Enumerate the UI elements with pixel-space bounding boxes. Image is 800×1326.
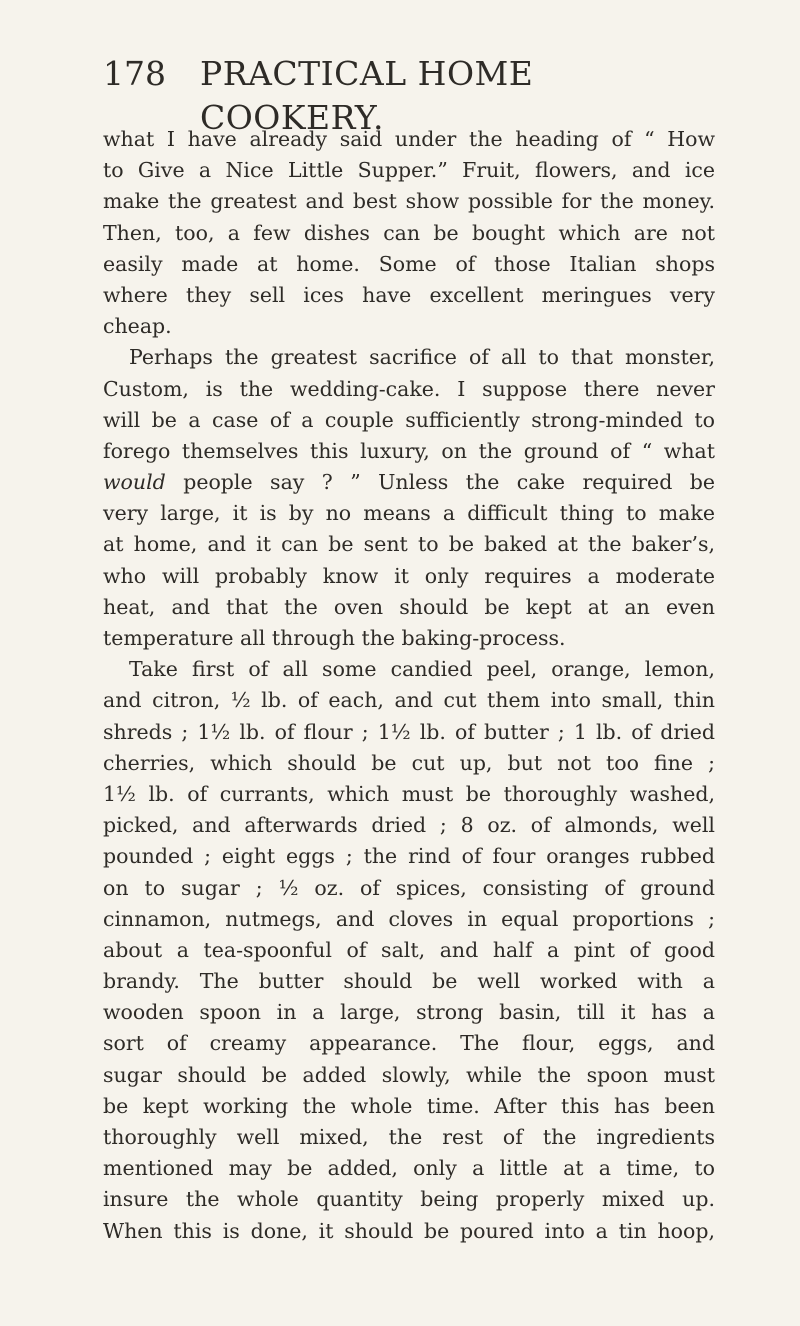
page-header — [103, 50, 713, 137]
text-line: what I have already said under the heading of “ How — [103, 127, 715, 151]
text-line: Perhaps the greatest sacrifice of all to that monster, — [129, 345, 715, 370]
text-line: who will probably know it only requires a moderate — [103, 563, 715, 588]
text-line: forego themselves this luxury, on the ground of “ what — [103, 438, 715, 463]
text-line: mentioned may be added, only a little at a time, to — [103, 1156, 715, 1181]
text-line: pounded ; eight eggs ; the rind of four oranges rubbed — [103, 844, 715, 869]
text-line: wooden spoon in a large, strong basin, till it has a — [103, 1000, 715, 1025]
text-line: 1½ lb. of currants, which must be thoroughly washed, — [103, 781, 715, 806]
text-line: insure the whole quantity being properly mixed up. — [103, 1187, 715, 1212]
text-line: temperature all through the baking-process. — [103, 626, 566, 650]
text-line: will be a case of a couple sufficiently strong-minded to — [103, 407, 715, 432]
text-line: make the greatest and best show possible for the money. — [103, 189, 715, 214]
text-line: Custom, is the wedding-cake. I suppose there never — [103, 376, 715, 401]
text-line: easily made at home. Some of those Italian shops — [103, 251, 715, 276]
text-line: about a tea-spoonful of salt, and half a pint of good — [103, 937, 715, 962]
text-line: cheap. — [103, 314, 172, 339]
text-line: on to sugar ; ½ oz. of spices, consisting of ground — [103, 875, 715, 900]
text-line: very large, it is by no means a difficult thing to make — [103, 501, 715, 526]
text-line: Take first of all some candied peel, orange, lemon, — [129, 657, 715, 682]
text-line: where they sell ices have excellent meringues very — [103, 282, 715, 307]
text-line: be kept working the whole time. After this has been — [103, 1093, 715, 1118]
text-line: brandy. The butter should be well worked with a — [103, 969, 715, 994]
text-line: sugar should be added slowly, while the spoon must — [103, 1062, 715, 1087]
text-line: cinnamon, nutmegs, and cloves in equal proportions ; — [103, 906, 715, 931]
running-head: PRACTICAL HOME COOKERY. — [200, 54, 534, 137]
text-line: and citron, ½ lb. of each, and cut them into small, thin — [103, 688, 715, 713]
text-line: shreds ; 1½ lb. of flour ; 1½ lb. of butter ; 1 lb. of dried — [103, 719, 715, 744]
page-number: 178 — [103, 54, 166, 93]
body-text — [103, 124, 715, 1247]
text-line: heat, and that the oven should be kept at an even — [103, 594, 715, 619]
text-line: Then, too, a few dishes can be bought which are not — [103, 220, 715, 245]
text-line: When this is done, it should be poured into a tin hoop, — [103, 1218, 715, 1243]
text-line: sort of creamy appearance. The flour, eggs, and — [103, 1031, 715, 1056]
text-line: at home, and it can be sent to be baked at the baker’s, — [103, 532, 715, 557]
text-line: thoroughly well mixed, the rest of the ingredients — [103, 1125, 715, 1149]
text-line: to Give a Nice Little Supper.” Fruit, flowers, and ice — [103, 158, 715, 183]
text-line: would people say ? ” Unless the cake required be — [103, 470, 715, 495]
text-line: cherries, which should be cut up, but not too fine ; — [103, 750, 715, 775]
text-line: picked, and afterwards dried ; 8 oz. of almonds, well — [103, 813, 715, 838]
